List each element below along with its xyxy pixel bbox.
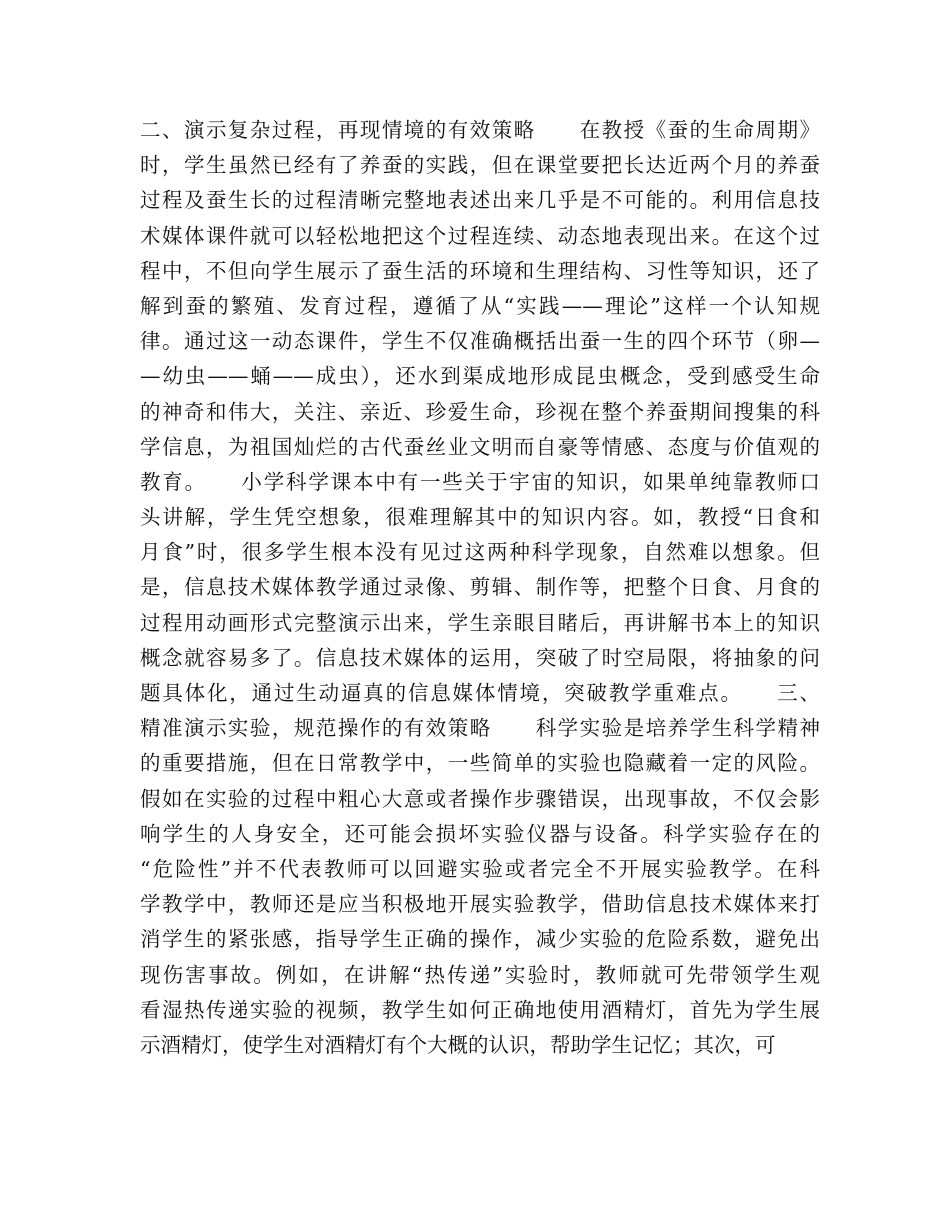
text-line: 学教学中，教师还是应当积极地开展实验教学，借助信息技术媒体来打 [140, 892, 820, 917]
text-line: 消学生的紧张感，指导学生正确的操作，减少实验的危险系数，避免出 [140, 927, 820, 952]
text-line: 看湿热传递实验的视频，教学生如何正确地使用酒精灯，首先为学生展 [140, 997, 820, 1022]
text-line: 精准演示实验，规范操作的有效策略 科学实验是培养学生科学精神 [140, 716, 820, 741]
text-line: 程中，不但向学生展示了蚕生活的环境和生理结构、习性等知识，还了 [140, 258, 820, 283]
text-line: 月食”时，很多学生根本没有见过这两种科学现象，自然难以想象。但 [140, 540, 820, 565]
text-line: 过程及蚕生长的过程清晰完整地表述出来几乎是不可能的。利用信息技 [140, 188, 820, 213]
text-line: 时，学生虽然已经有了养蚕的实践，但在课堂要把长达近两个月的养蚕 [140, 153, 820, 178]
text-line: —幼虫——蛹——成虫），还水到渠成地形成昆虫概念，受到感受生命 [140, 364, 820, 389]
text-line: 概念就容易多了。信息技术媒体的运用，突破了时空局限，将抽象的问 [140, 645, 820, 670]
text-line: 响学生的人身安全，还可能会损坏实验仪器与设备。科学实验存在的 [140, 821, 820, 846]
text-line: 示酒精灯，使学生对酒精灯有个大概的认识，帮助学生记忆；其次，可 [140, 1032, 776, 1057]
text-line: 是，信息技术媒体教学通过录像、剪辑、制作等，把整个日食、月食的 [140, 575, 820, 600]
text-line: 的重要措施，但在日常教学中，一些简单的实验也隐藏着一定的风险。 [140, 751, 820, 776]
text-line: 律。通过这一动态课件，学生不仅准确概括出蚕一生的四个环节（卵— [140, 329, 820, 354]
text-line: 二、演示复杂过程，再现情境的有效策略 在教授《蚕的生命周期》 [140, 118, 820, 142]
text-line: 假如在实验的过程中粗心大意或者操作步骤错误，出现事故，不仅会影 [140, 786, 820, 811]
body-text [140, 113, 820, 1063]
text-line: 学信息，为祖国灿烂的古代蚕丝业文明而自豪等情感、态度与价值观的 [140, 434, 820, 459]
text-line: “危险性”并不代表教师可以回避实验或者完全不开展实验教学。在科 [140, 856, 820, 881]
text-line: 解到蚕的繁殖、发育过程，遵循了从“实践——理论”这样一个认知规 [140, 293, 820, 318]
text-line: 教育。 小学科学课本中有一些关于宇宙的知识，如果单纯靠教师口 [140, 469, 820, 494]
text-line: 的神奇和伟大，关注、亲近、珍爱生命，珍视在整个养蚕期间搜集的科 [140, 399, 820, 424]
text-line: 题具体化，通过生动逼真的信息媒体情境，突破教学重难点。 三、 [140, 681, 820, 705]
text-line: 术媒体课件就可以轻松地把这个过程连续、动态地表现出来。在这个过 [140, 223, 820, 248]
text-line: 过程用动画形式完整演示出来，学生亲眼目睹后，再讲解书本上的知识 [140, 610, 820, 635]
text-line: 头讲解，学生凭空想象，很难理解其中的知识内容。如，教授“日食和 [140, 505, 820, 530]
text-line: 现伤害事故。例如，在讲解“热传递”实验时，教师就可先带领学生观 [140, 962, 820, 987]
